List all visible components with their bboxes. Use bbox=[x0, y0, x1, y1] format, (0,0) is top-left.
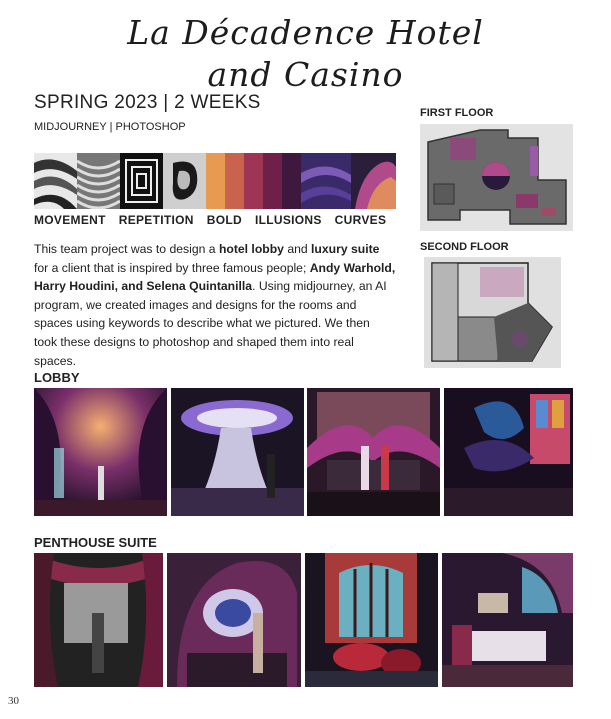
project-term: SPRING 2023 | 2 WEEKS bbox=[34, 92, 261, 113]
lobby-render-2 bbox=[171, 388, 304, 516]
desc-bold-1: hotel lobby bbox=[218, 242, 284, 256]
desc-text-3: for a client that is inspired by three famous people; bbox=[34, 260, 310, 275]
penthouse-heading: PENTHOUSE SUITE bbox=[34, 535, 157, 550]
lobby-heading: LOBBY bbox=[34, 370, 80, 385]
illusions-swatch-image bbox=[163, 153, 206, 209]
palette-color-5 bbox=[282, 153, 301, 209]
repetition-swatch-image bbox=[77, 153, 120, 209]
lobby-render-1 bbox=[34, 388, 167, 516]
first-floor-plan bbox=[420, 124, 573, 231]
second-floor-label: SECOND FLOOR bbox=[420, 241, 509, 253]
keyword-repetition: REPETITION bbox=[118, 213, 194, 227]
curves-swatch-image-2 bbox=[351, 153, 396, 209]
keyword-illusions: ILLUSIONS bbox=[254, 213, 322, 227]
penthouse-render-4 bbox=[442, 553, 573, 687]
penthouse-render-1 bbox=[34, 553, 163, 687]
palette-color-1 bbox=[206, 153, 225, 209]
page-title-line-2: and Casino bbox=[207, 55, 404, 94]
lobby-render-4 bbox=[444, 388, 573, 516]
second-floor-plan bbox=[424, 257, 561, 368]
project-tools: MIDJOURNEY | PHOTOSHOP bbox=[34, 121, 186, 133]
first-floor-label: FIRST FLOOR bbox=[420, 107, 494, 119]
palette-color-2 bbox=[225, 153, 244, 209]
penthouse-render-2 bbox=[167, 553, 301, 687]
desc-text-4: . Using midjourney, an AI program, we created images and designs for the rooms and spaces using keywords to describe what we pictured. We then took these designs to photoshop and shaped them into real spaces. bbox=[34, 279, 387, 368]
page-number: 30 bbox=[8, 695, 19, 707]
keyword-curves: CURVES bbox=[334, 213, 387, 227]
project-description bbox=[34, 240, 396, 370]
movement-swatch-image bbox=[34, 153, 77, 209]
desc-text-2: and bbox=[283, 242, 312, 256]
keyword-bold: BOLD bbox=[206, 213, 242, 227]
desc-text-1: This team project was to design a bbox=[34, 242, 219, 256]
palette-color-4 bbox=[263, 153, 282, 209]
lobby-render-3 bbox=[307, 388, 440, 516]
desc-bold-2: luxury suite bbox=[311, 242, 380, 256]
moodboard-keywords bbox=[34, 213, 399, 227]
desc-bold-3: Andy Warhold, Harry Houdini, and Selena Quintanilla bbox=[34, 260, 396, 294]
palette-color-3 bbox=[244, 153, 263, 209]
keyword-movement: MOVEMENT bbox=[34, 213, 106, 227]
bold-swatch-image bbox=[120, 153, 163, 209]
curves-swatch-image bbox=[301, 153, 351, 209]
page-title-line-1: La Décadence Hotel bbox=[127, 13, 484, 52]
moodboard-strip bbox=[34, 153, 396, 209]
penthouse-render-3 bbox=[305, 553, 438, 687]
